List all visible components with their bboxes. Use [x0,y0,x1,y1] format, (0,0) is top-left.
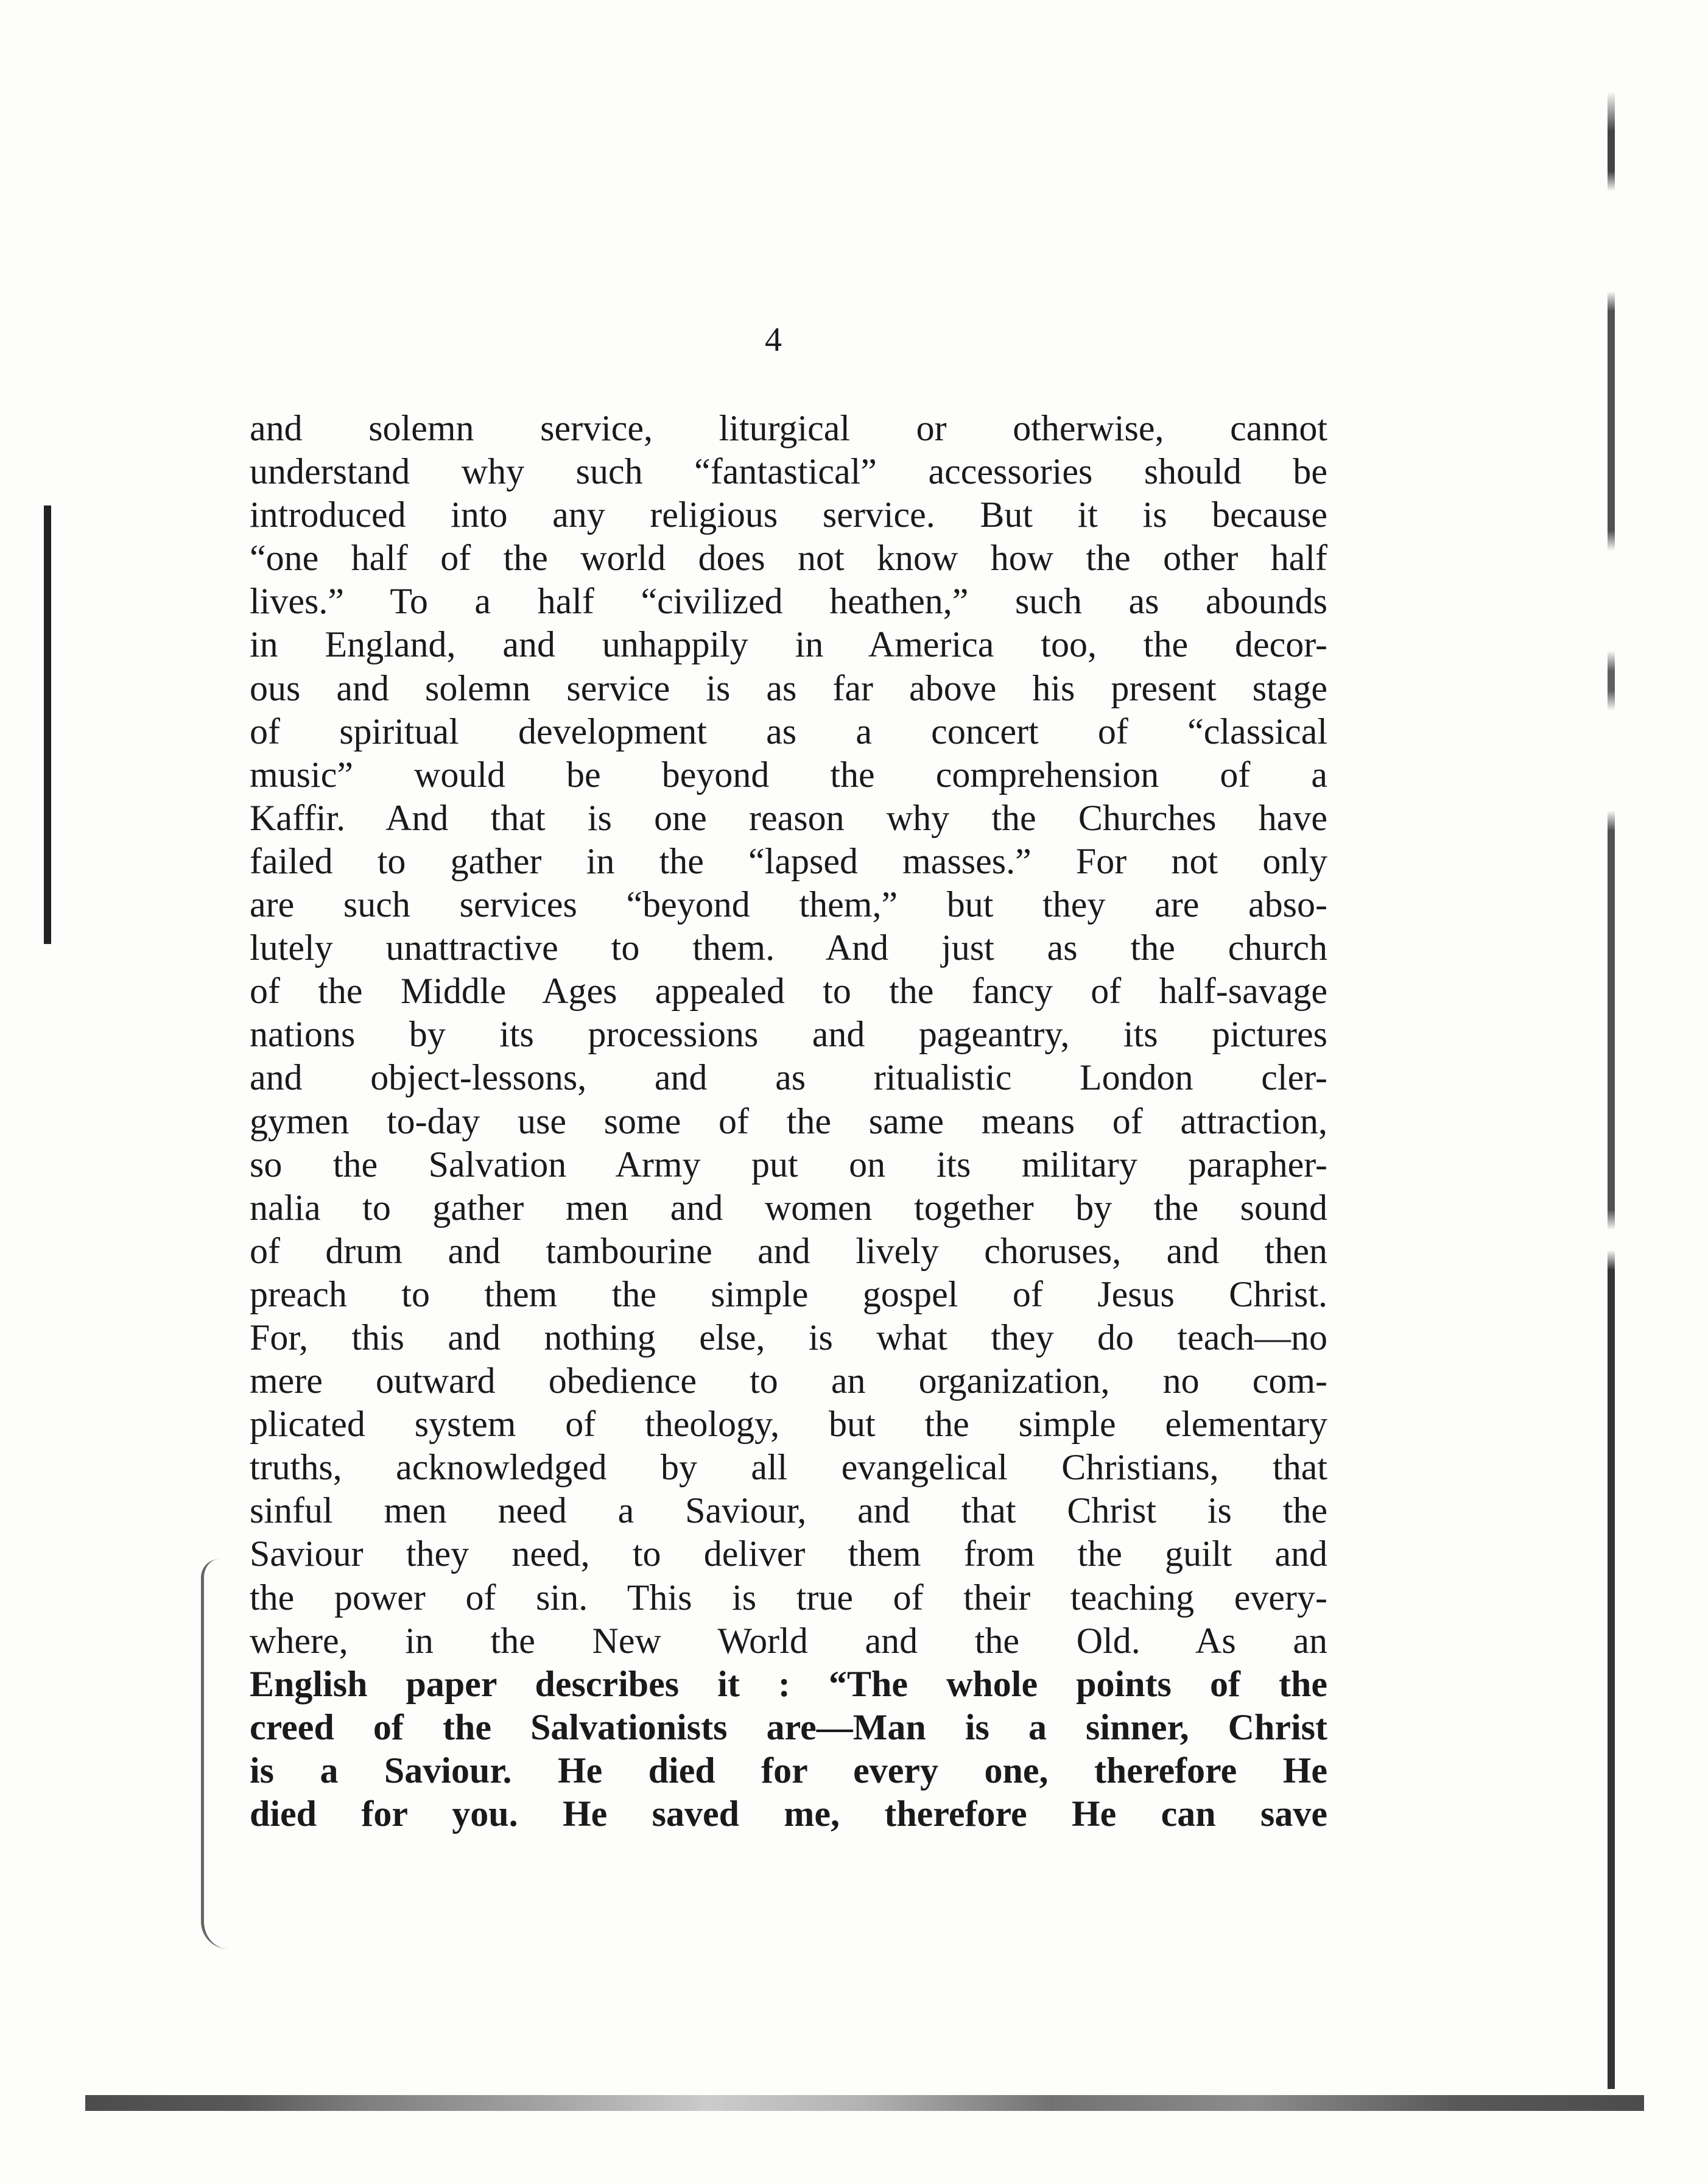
text-line: where, in the New World and the Old. As an [250,1620,1327,1661]
text-line: died for you. He saved me, therefore He can save [250,1794,1327,1834]
text-line: ous and solemn service is as far above his present stage [250,668,1327,708]
text-line: sinful men need a Saviour, and that Christ is the [250,1490,1327,1531]
scan-margin-curve [201,1559,228,1949]
text-line: of drum and tambourine and lively choruses, and then [250,1230,1327,1271]
text-line: truths, acknowledged by all evangelical Christians, that [250,1447,1327,1488]
text-line: of the Middle Ages appealed to the fancy of half-savage [250,971,1327,1012]
text-line: introduced into any religious service. But it is because [250,495,1327,535]
text-line: in England, and unhappily in America too, the decor- [250,624,1327,665]
text-line: English paper describes it : “The whole points of the [250,1663,1327,1704]
text-line: preach to them the simple gospel of Jesus Christ. [250,1273,1327,1314]
scan-bottom-edge [85,2095,1644,2111]
text-line: failed to gather in the “lapsed masses.” For not only [250,840,1327,881]
text-line: nations by its processions and pageantry, its pictures [250,1014,1327,1055]
text-line: lives.” To a half “civilized heathen,” such as abounds [250,581,1327,622]
text-line: plicated system of theology, but the simple elementary [250,1404,1327,1445]
text-line: lutely unattractive to them. And just as the church [250,928,1327,968]
text-line: are such services “beyond them,” but they are abso- [250,884,1327,925]
text-line: Kaffir. And that is one reason why the Churches have [250,797,1327,838]
scan-edge-right [1608,91,1615,2089]
text-line: nalia to gather men and women together by the sound [250,1187,1327,1228]
text-line: so the Salvation Army put on its military parapher- [250,1144,1327,1185]
text-line: mere outward obedience to an organization, no com- [250,1361,1327,1401]
text-line: gymen to-day use some of the same means of attraction, [250,1101,1327,1141]
text-line: the power of sin. This is true of their teaching every- [250,1577,1327,1618]
text-line: creed of the Salvationists are—Man is a sinner, Christ [250,1707,1327,1747]
text-line: and object-lessons, and as ritualistic London cler- [250,1057,1327,1098]
text-line: is a Saviour. He died for every one, therefore He [250,1750,1327,1791]
text-line: and solemn service, liturgical or otherwise, cannot [250,408,1327,448]
text-line: of spiritual development as a concert of “classical [250,711,1327,752]
text-line: “one half of the world does not know how the other half [250,538,1327,579]
text-line: music” would be beyond the comprehension of a [250,754,1327,795]
text-line: understand why such “fantastical” accessories should be [250,451,1327,492]
scan-edge-left [44,505,51,944]
page-number: 4 [765,321,782,359]
text-line: Saviour they need, to deliver them from the guilt and [250,1534,1327,1574]
body-text [250,407,1327,1836]
text-line: For, this and nothing else, is what they do teach—no [250,1317,1327,1358]
